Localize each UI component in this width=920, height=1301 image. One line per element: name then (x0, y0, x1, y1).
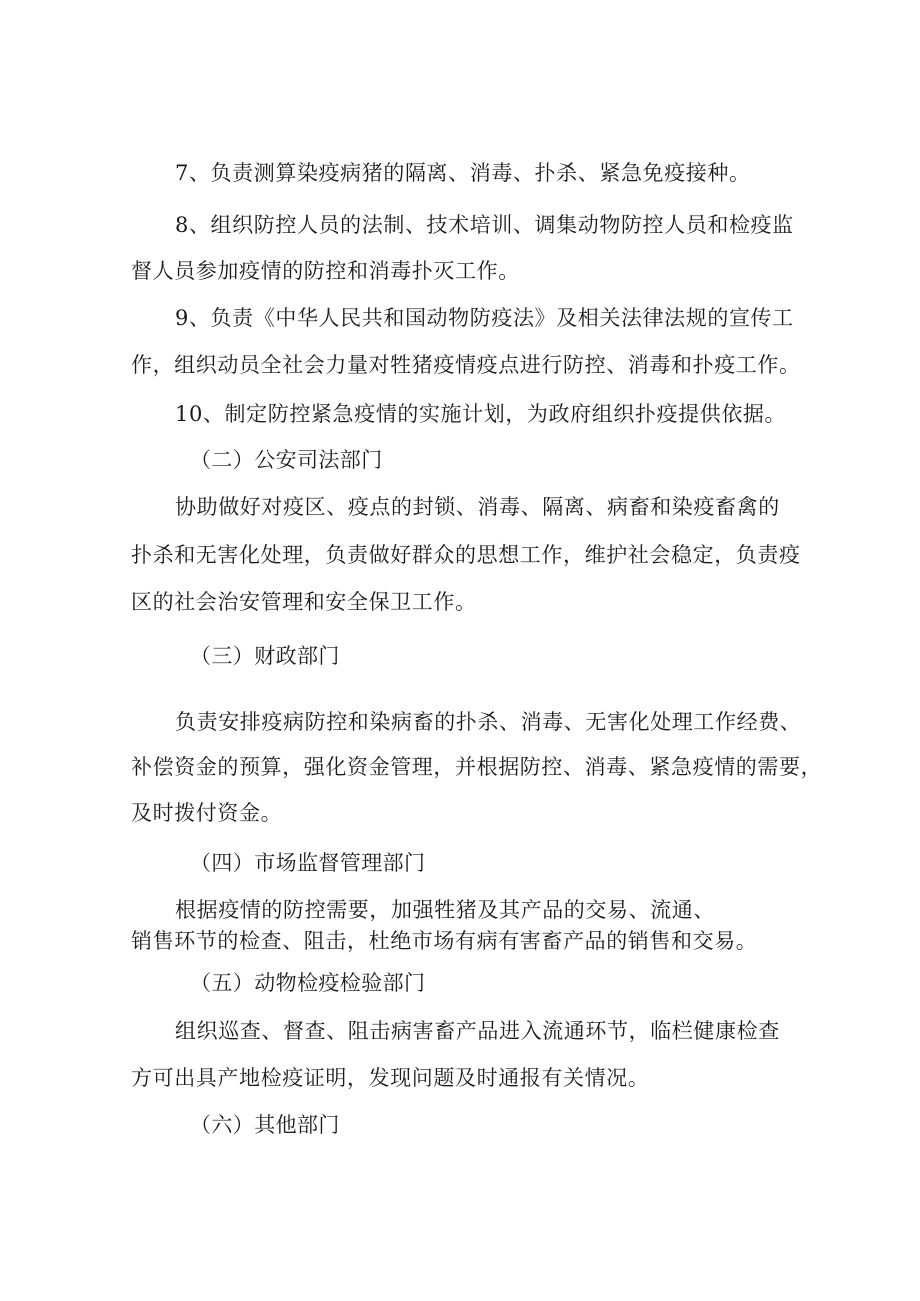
section-2-line-3: 区的社会治安管理和安全保卫工作。 (131, 590, 477, 614)
section-heading-2: （二）公安司法部门 (190, 448, 383, 472)
item-8-line-2: 督人员参加疫情的防控和消毒扑灭工作。 (131, 259, 520, 283)
section-heading-4: （四）市场监督管理部门 (190, 851, 426, 875)
section-heading-5: （五）动物检疫检验部门 (190, 971, 426, 995)
section-2-line-1: 协助做好对疫区、疫点的封锁、消毒、隔离、病畜和染疫畜禽的 (175, 495, 780, 519)
item-9-line-2: 作，组织动员全社会力量对牲猪疫情疫点进行防控、消毒和扑疫工作。 (131, 353, 801, 377)
section-heading-3: （三）财政部门 (190, 644, 340, 668)
item-9-line-1: 9、负责《中华人民共和国动物防疫法》及相关法律法规的宣传工 (175, 306, 794, 330)
item-10: 10、制定防控紧急疫情的实施计划，为政府组织扑疫提供依据。 (175, 402, 787, 426)
item-7: 7、负责测算染疫病猪的隔离、消毒、扑杀、紧急免疫接种。 (175, 161, 751, 185)
section-5-line-2: 方可出具产地检疫证明，发现问题及时通报有关情况。 (131, 1066, 650, 1090)
section-3-line-3: 及时拨付资金。 (131, 801, 283, 825)
item-8-line-1: 8、组织防控人员的法制、技术培训、调集动物防控人员和检疫监 (175, 213, 794, 237)
section-5-line-1: 组织巡查、督查、阻击病害畜产品进入流通环节，临栏健康检查 (175, 1019, 780, 1043)
section-4-line-1: 根据疫情的防控需要，加强牲猪及其产品的交易、流通、 (175, 898, 715, 922)
section-4-line-2: 销售环节的检查、阻击，杜绝市场有病有害畜产品的销售和交易。 (131, 929, 758, 953)
section-heading-6: （六）其他部门 (190, 1113, 340, 1137)
section-2-line-2: 扑杀和无害化处理，负责做好群众的思想工作，维护社会稳定，负责疫 (131, 543, 801, 567)
section-3-line-2: 补偿资金的预算，强化资金管理，并根据防控、消毒、紧急疫情的需要， (131, 755, 823, 779)
section-3-line-1: 负责安排疫病防控和染病畜的扑杀、消毒、无害化处理工作经费、 (175, 710, 802, 734)
